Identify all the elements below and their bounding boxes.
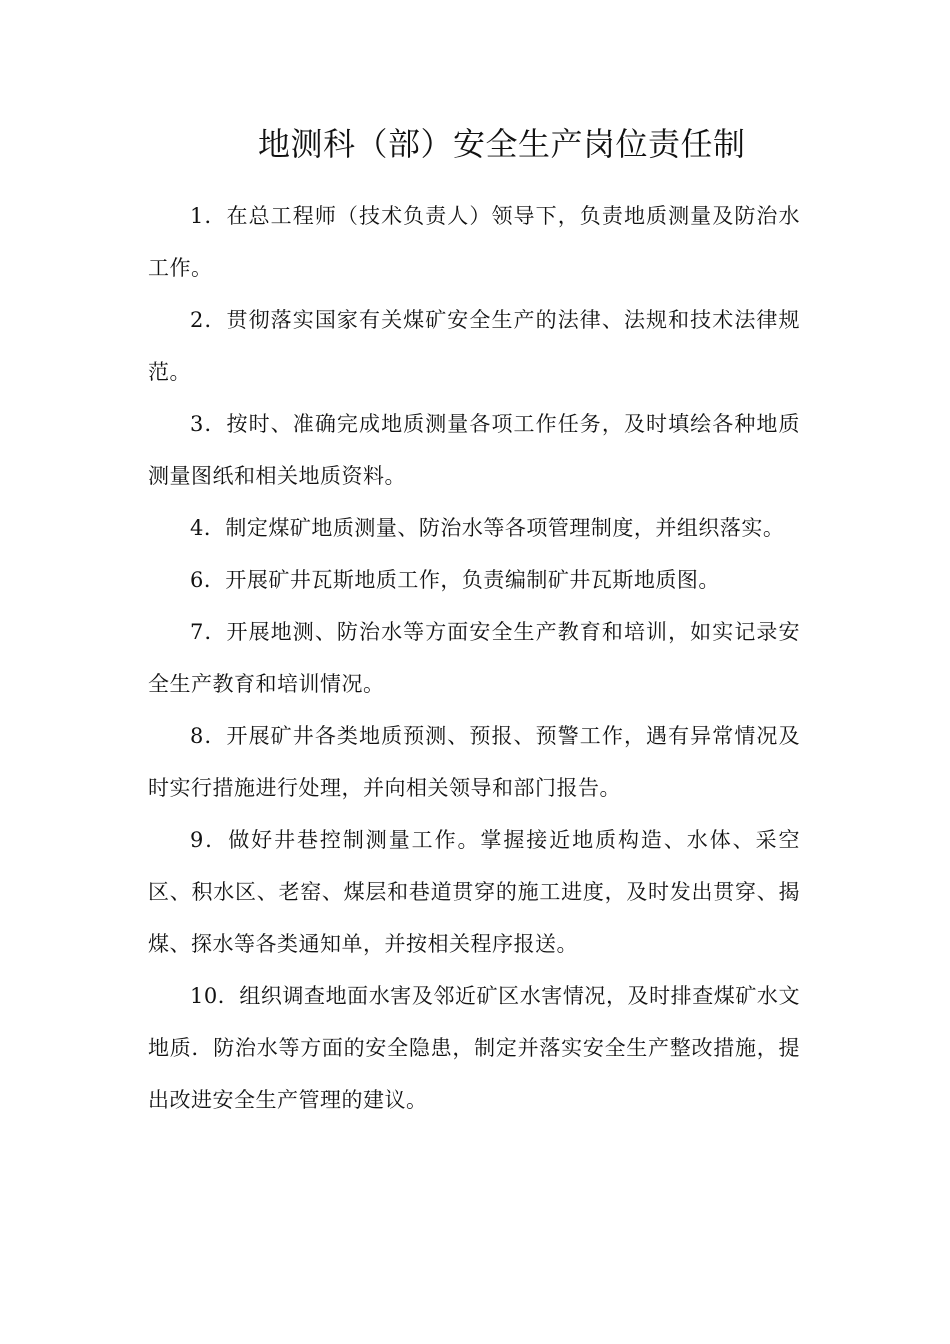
paragraph-item-8: 8．开展矿井各类地质预测、预报、预警工作，遇有异常情况及时实行措施进行处理，并向相关领导和部门报告。 xyxy=(148,724,800,800)
paragraph-item-1: 1．在总工程师（技术负责人）领导下，负责地质测量及防治水工作。 xyxy=(148,204,800,280)
document-title: 地测科（部）安全生产岗位责任制 xyxy=(258,125,746,163)
paragraph-item-4: 4．制定煤矿地质测量、防治水等各项管理制度，并组织落实。 xyxy=(190,516,785,540)
paragraph-item-9: 9．做好井巷控制测量工作。掌握接近地质构造、水体、采空区、积水区、老窑、煤层和巷道贯穿的施工进度，及时发出贯穿、揭煤、探水等各类通知单，并按相关程序报送。 xyxy=(148,828,800,956)
document-body xyxy=(148,190,800,1126)
paragraph-item-6: 6．开展矿井瓦斯地质工作，负责编制矿井瓦斯地质图。 xyxy=(190,568,720,592)
paragraph-item-7: 7．开展地测、防治水等方面安全生产教育和培训，如实记录安全生产教育和培训情况。 xyxy=(148,620,800,696)
paragraph-item-2: 2．贯彻落实国家有关煤矿安全生产的法律、法规和技术法律规范。 xyxy=(148,308,800,384)
paragraph-item-10: 10．组织调查地面水害及邻近矿区水害情况，及时排查煤矿水文地质．防治水等方面的安全隐患，制定并落实安全生产整改措施，提出改进安全生产管理的建议。 xyxy=(148,984,800,1112)
paragraph-item-3: 3．按时、准确完成地质测量各项工作任务，及时填绘各种地质测量图纸和相关地质资料。 xyxy=(148,412,800,488)
